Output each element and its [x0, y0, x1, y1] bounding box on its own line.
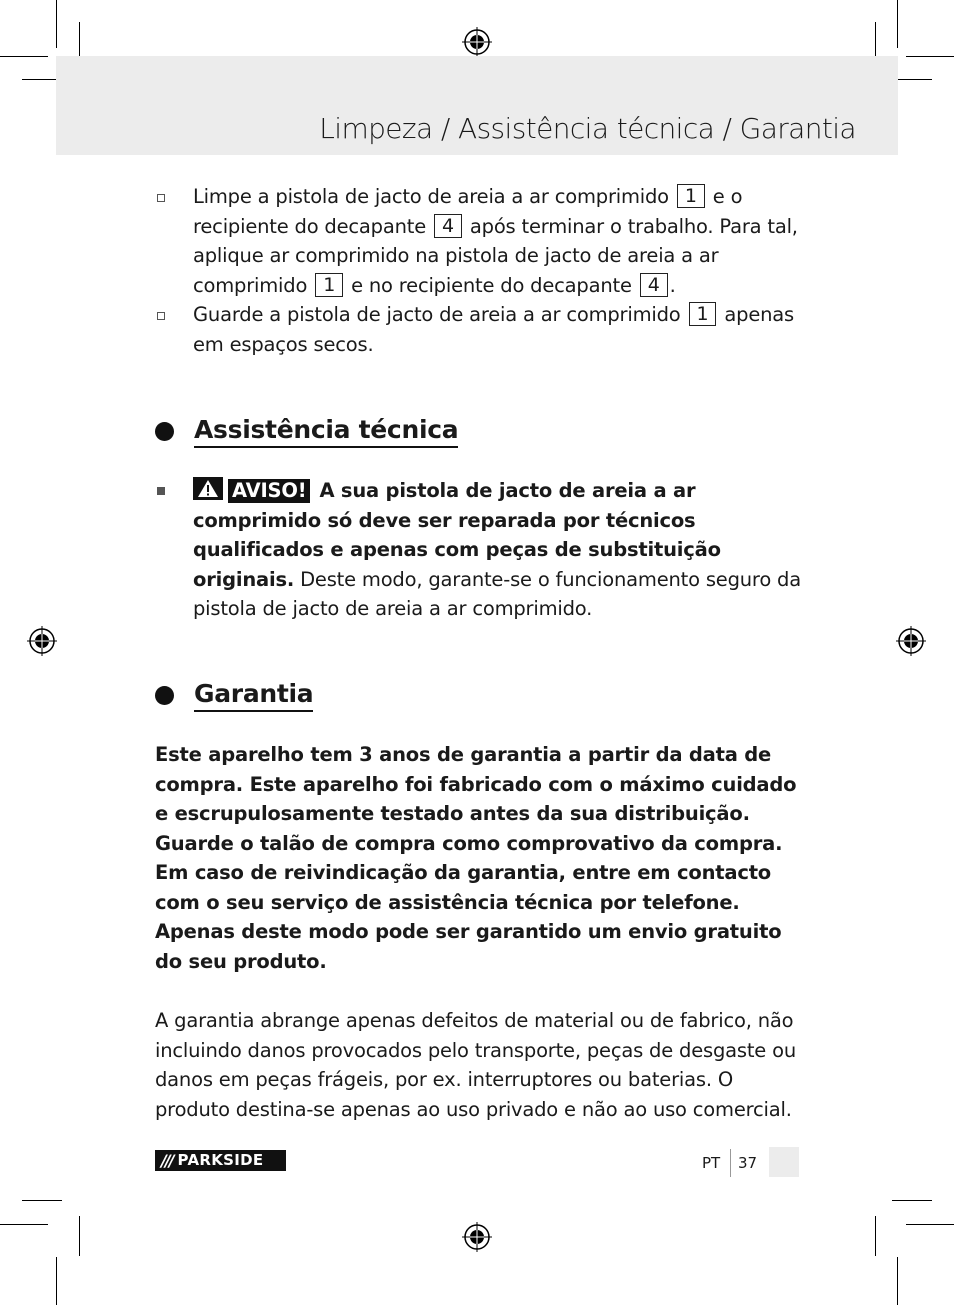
warranty-bold-paragraph: Este aparelho tem 3 anos de garantia a partir da data de compra. Este aparelho foi fabricado com o máximo cuidado e escrupulosamente testado antes da sua distribuição. Guarde o talão de compra como comprovativo da compra. Em caso de reivindicação da garantia, entre em contacto com o seu serviço de assistência técnica por telefone. Apenas deste modo pode ser garantido um envio gratuito do seu produto. — [155, 743, 797, 973]
crop-mark — [906, 1224, 954, 1225]
square-bullet-icon — [157, 487, 165, 495]
crop-mark — [22, 1200, 62, 1201]
crop-mark — [56, 1257, 57, 1305]
cleaning-list — [155, 182, 805, 359]
list-text: e no recipiente do decapante — [345, 273, 638, 297]
section-heading-service — [155, 415, 458, 448]
crop-mark — [56, 0, 57, 48]
registration-mark-icon — [462, 1222, 492, 1252]
checkbox-bullet-icon — [157, 194, 165, 202]
warranty-paragraph: A garantia abrange apenas defeitos de material ou de fabrico, não incluindo danos provocados pelo transporte, peças de desgaste ou danos em peças frágeis, por ex. interruptores ou baterias. O produto destina-se apenas ao uso privado e não ao uso comercial. — [155, 1009, 796, 1121]
section-heading-warranty — [155, 679, 313, 712]
page-language: PT — [702, 1154, 721, 1172]
divider — [730, 1149, 731, 1177]
part-ref: 1 — [315, 273, 343, 297]
list-item — [155, 182, 805, 300]
section-title: Garantia — [194, 679, 313, 712]
list-text: Guarde a pistola de jacto de areia a ar comprimido — [193, 303, 687, 326]
crop-mark — [892, 79, 932, 80]
aviso-label: AVISO! — [228, 479, 310, 503]
section-title: Assistência técnica — [194, 415, 458, 448]
crop-mark — [0, 56, 48, 57]
list-item — [155, 476, 805, 624]
page-marker — [769, 1147, 799, 1177]
part-ref: 4 — [640, 273, 668, 297]
section-dot-icon — [155, 686, 174, 705]
crop-mark — [892, 1200, 932, 1201]
crop-mark — [897, 0, 898, 48]
list-text: . — [669, 273, 676, 297]
list-text: após terminar o trabalho. Para tal, aplique ar comprimido na pistola de jacto de areia a ar comprimido — [193, 214, 798, 297]
brand-logo — [155, 1150, 286, 1171]
warning-bold-text: A sua pistola de jacto de areia a ar comprimido só deve ser reparada por técnicos qualificados e apenas com peças de substituição originais. — [193, 479, 721, 591]
list-text: e o recipiente do decapante — [193, 185, 743, 238]
registration-mark-icon — [27, 626, 57, 656]
registration-mark-icon — [896, 626, 926, 656]
checkbox-bullet-icon — [157, 312, 165, 320]
page-title: Limpeza / Assistência técnica / Garantia — [319, 112, 856, 145]
registration-mark-icon — [462, 27, 492, 57]
warning-triangle-icon — [193, 477, 223, 500]
crop-mark — [79, 1216, 80, 1256]
warning-text: Deste modo, garante-se o funcionamento seguro da pistola de jacto de areia a ar comprimido. — [193, 567, 801, 620]
crop-mark — [906, 56, 954, 57]
page-number: 37 — [738, 1154, 758, 1172]
list-text: apenas em espaços secos. — [193, 303, 794, 356]
logo-slashes-icon: /// — [161, 1151, 173, 1170]
list-text: Limpe a pistola de jacto de areia a ar comprimido — [193, 185, 675, 208]
list-item — [155, 300, 805, 359]
section-dot-icon — [155, 422, 174, 441]
part-ref: 4 — [434, 214, 462, 238]
part-ref: 1 — [689, 302, 717, 326]
crop-mark — [897, 1257, 898, 1305]
part-ref: 1 — [677, 184, 705, 208]
brand-name: PARKSIDE — [177, 1151, 264, 1169]
crop-mark — [0, 1224, 48, 1225]
crop-mark — [875, 1216, 876, 1256]
warning-block — [155, 476, 805, 624]
